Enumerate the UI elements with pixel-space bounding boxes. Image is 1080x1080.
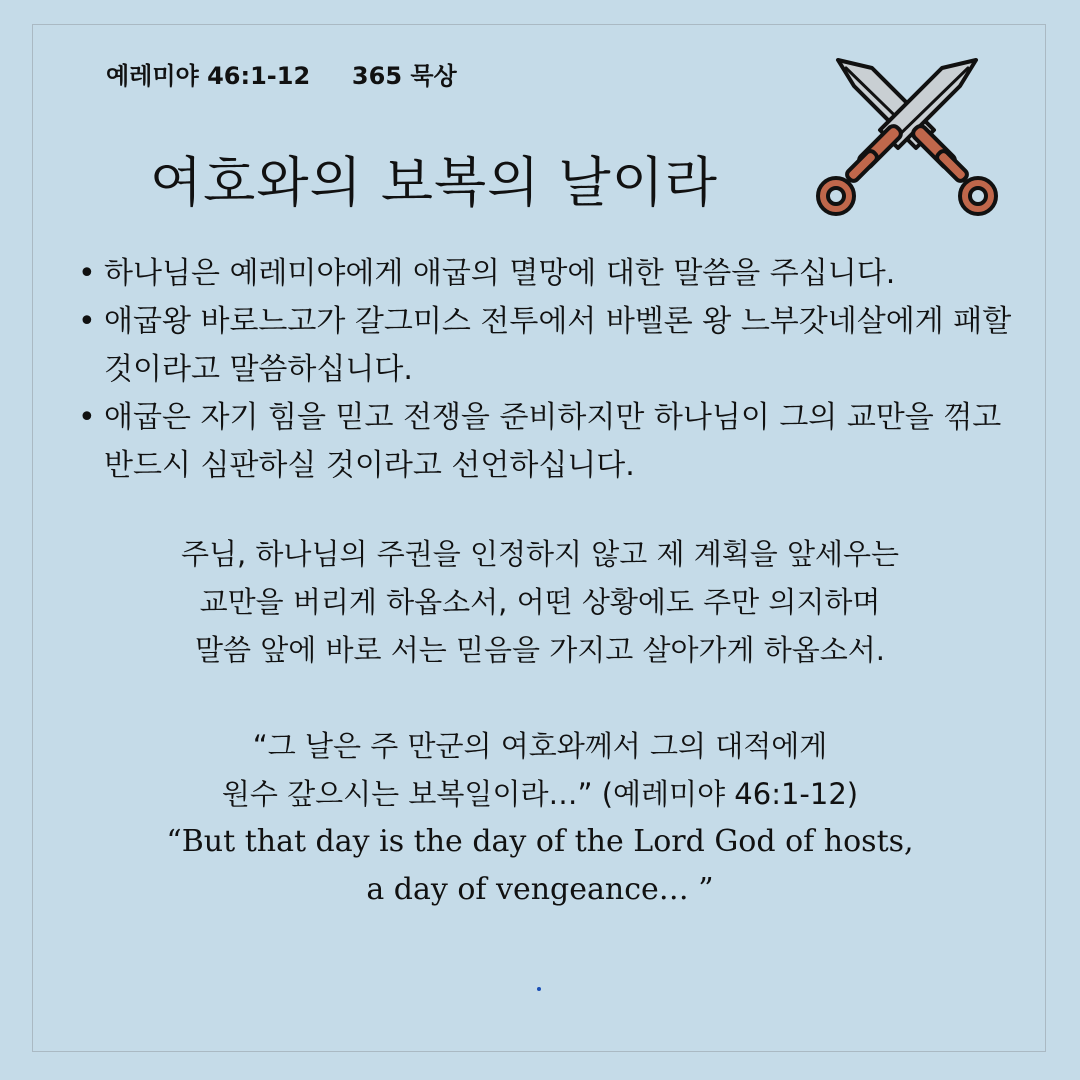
summary-list — [76, 250, 1036, 490]
prayer-line: 교만을 버리게 하옵소서, 어떤 상황에도 주만 의지하며 — [199, 585, 881, 619]
verse-english-line: a day of vengeance… ” — [366, 872, 714, 907]
crossed-swords-icon — [812, 54, 1004, 224]
verse-english-line: “But that day is the day of the Lord God of hosts, — [166, 824, 914, 859]
scripture-reference: 예레미야 46:1-12 365 묵상 — [106, 62, 457, 90]
verse-korean-line: “그 날은 주 만군의 여호와께서 그의 대적에게 — [252, 729, 828, 763]
prayer-text — [60, 530, 1020, 674]
prayer-line: 말씀 앞에 바로 서는 믿음을 가지고 살아가게 하옵소서. — [194, 633, 886, 667]
list-item: • 하나님은 예레미야에게 애굽의 멸망에 대한 말씀을 주십니다. — [76, 250, 1036, 298]
list-item: • 애굽왕 바로느고가 갈그미스 전투에서 바벨론 왕 느부갓네살에게 패할 것이라고 말씀하십니다. — [76, 298, 1036, 394]
verse-quote — [60, 722, 1020, 914]
verse-korean-line: 원수 갚으시는 보복일이라…” (예레미야 46:1-12) — [221, 777, 859, 811]
prayer-line: 주님, 하나님의 주권을 인정하지 않고 제 계획을 앞세우는 — [180, 537, 900, 571]
page-dot — [537, 987, 541, 991]
list-item: • 애굽은 자기 힘을 믿고 전쟁을 준비하지만 하나님이 그의 교만을 꺾고 반드시 심판하실 것이라고 선언하십니다. — [76, 394, 1036, 490]
page-title: 여호와의 보복의 날이라 — [150, 151, 718, 214]
